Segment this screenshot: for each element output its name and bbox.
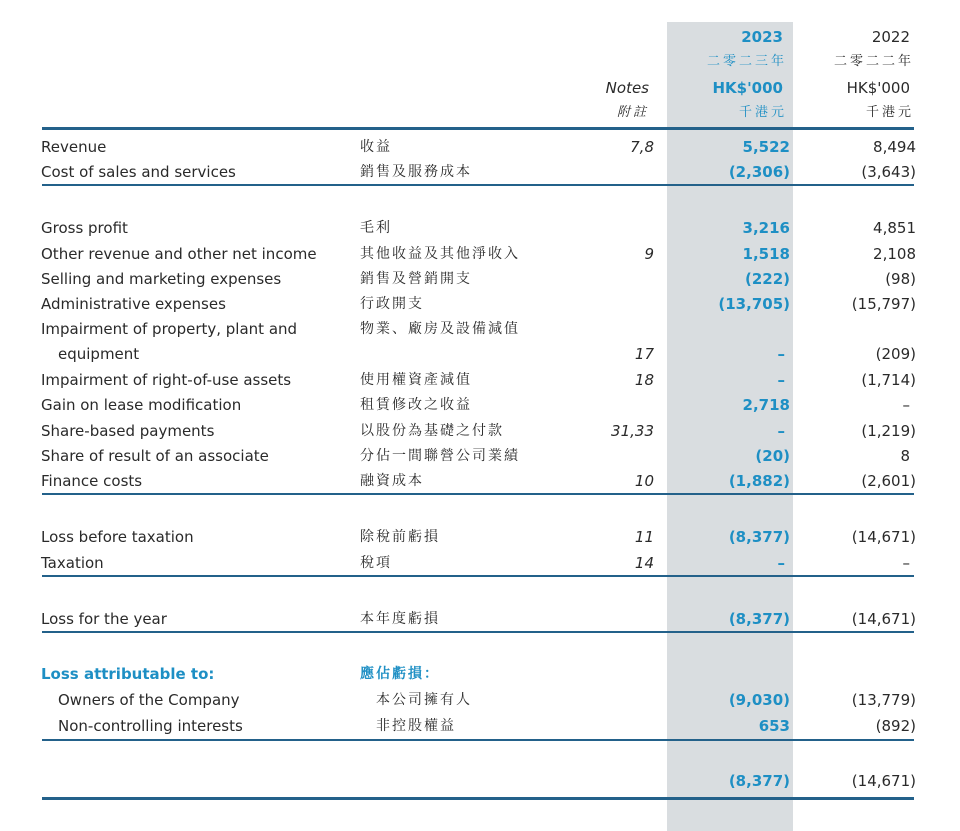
row-label: Impairment of property, plant and (41, 320, 298, 338)
row-value-2023: – (777, 345, 785, 363)
row-value-2022: (209) (875, 345, 916, 363)
row-note: 18 (634, 371, 654, 389)
row-label: Other revenue and other net income (41, 245, 317, 263)
row-value-2023: (13,705) (718, 295, 790, 313)
header-rule (42, 127, 914, 130)
row-value-2023: (8,377) (728, 528, 790, 546)
row-value-2023: – (777, 371, 785, 389)
row-label: Selling and marketing expenses (41, 270, 282, 288)
row-value-2022: (15,797) (851, 295, 916, 313)
subtotal-rule (42, 631, 914, 633)
section-heading-zh: 應佔虧損： (360, 666, 440, 682)
row-note: 10 (634, 472, 654, 490)
row-note: 9 (644, 245, 654, 263)
row-value-2023: (8,377) (728, 610, 790, 628)
row-value-2022: (3,643) (861, 163, 916, 181)
row-label-zh: 其他收益及其他淨收入 (360, 246, 520, 262)
row-label-zh: 使用權資產減值 (360, 372, 472, 388)
row-value-2023: 2,718 (742, 396, 790, 414)
row-label: Share-based payments (41, 422, 215, 440)
row-label: Share of result of an associate (41, 447, 269, 465)
row-label-zh: 以股份為基礎之付款 (360, 423, 504, 439)
row-label: Owners of the Company (58, 691, 240, 709)
header-notes-zh: 附註 (616, 105, 649, 120)
row-label-zh: 租賃修改之收益 (360, 397, 472, 413)
row-label: equipment (58, 345, 140, 363)
row-value-2022: (1,714) (861, 371, 916, 389)
row-label-zh: 非控股權益 (376, 718, 456, 734)
row-value-2022: (2,601) (861, 472, 916, 490)
row-value-2023: 653 (758, 717, 790, 735)
row-label-zh: 銷售及營銷開支 (360, 271, 472, 287)
subtotal-rule (42, 575, 914, 577)
subtotal-rule (42, 739, 914, 741)
row-value-2022: (892) (875, 717, 916, 735)
row-value-2022: – (902, 396, 910, 414)
row-label: Gain on lease modification (41, 396, 242, 414)
row-label-zh: 分佔一間聯營公司業績 (360, 448, 520, 464)
row-value-2023: (222) (744, 270, 790, 288)
row-label-zh: 除稅前虧損 (360, 529, 440, 545)
row-label-zh: 收益 (360, 139, 392, 155)
row-value-2023: 1,518 (742, 245, 790, 263)
subtotal-rule (42, 184, 914, 186)
row-value-2022: (1,219) (861, 422, 916, 440)
total-value-2023: (8,377) (728, 772, 790, 790)
header-year-2023-zh: 二零二三年 (706, 54, 787, 69)
row-value-2022: 8,494 (873, 138, 916, 156)
row-label: Taxation (41, 554, 104, 572)
row-value-2022: 4,851 (873, 219, 916, 237)
row-value-2023: (9,030) (728, 691, 790, 709)
total-value-2022: (14,671) (851, 772, 916, 790)
row-value-2023: – (777, 422, 785, 440)
header-unit-2022-zh: 千港元 (865, 105, 914, 120)
row-label: Finance costs (41, 472, 143, 490)
row-value-2022: (14,671) (851, 528, 916, 546)
row-value-2023: 3,216 (742, 219, 790, 237)
row-label-zh: 物業、廠房及設備減值 (360, 321, 520, 337)
row-value-2022: – (902, 554, 910, 572)
header-notes: Notes (605, 79, 649, 97)
row-note: 14 (634, 554, 654, 572)
row-note: 11 (634, 528, 654, 546)
row-label-zh: 融資成本 (360, 473, 424, 489)
row-label-zh: 銷售及服務成本 (360, 164, 472, 180)
total-rule (42, 797, 914, 800)
row-label: Administrative expenses (41, 295, 226, 313)
row-note: 31,33 (611, 422, 654, 440)
row-value-2023: (20) (755, 447, 790, 465)
row-value-2023: (2,306) (728, 163, 790, 181)
row-note: 17 (634, 345, 654, 363)
row-label: Revenue (41, 138, 107, 156)
row-label: Cost of sales and services (41, 163, 236, 181)
row-label: Impairment of right-of-use assets (41, 371, 292, 389)
header-unit-2022: HK$'000 (846, 79, 910, 97)
row-value-2022: 2,108 (873, 245, 916, 263)
header-year-2022: 2022 (871, 28, 910, 46)
row-label-zh: 本公司擁有人 (376, 692, 472, 708)
row-label: Loss for the year (41, 610, 167, 628)
row-note: 7,8 (630, 138, 654, 156)
row-value-2022: (98) (885, 270, 916, 288)
row-value-2022: 8 (900, 447, 910, 465)
header-unit-2023: HK$'000 (712, 79, 783, 97)
row-value-2022: (14,671) (851, 610, 916, 628)
row-label: Gross profit (41, 219, 128, 237)
row-value-2022: (13,779) (851, 691, 916, 709)
row-value-2023: 5,522 (742, 138, 790, 156)
section-heading: Loss attributable to: (41, 665, 215, 683)
row-label-zh: 毛利 (360, 220, 392, 236)
row-label: Non-controlling interests (58, 717, 243, 735)
row-label-zh: 本年度虧損 (360, 611, 440, 627)
row-label-zh: 行政開支 (360, 296, 424, 312)
row-label: Loss before taxation (41, 528, 194, 546)
row-value-2023: – (777, 554, 785, 572)
row-value-2023: (1,882) (728, 472, 790, 490)
subtotal-rule (42, 493, 914, 495)
header-year-2022-zh: 二零二二年 (833, 54, 914, 69)
row-label-zh: 稅項 (360, 555, 392, 571)
header-year-2023: 2023 (741, 28, 783, 46)
header-unit-2023-zh: 千港元 (738, 105, 787, 120)
